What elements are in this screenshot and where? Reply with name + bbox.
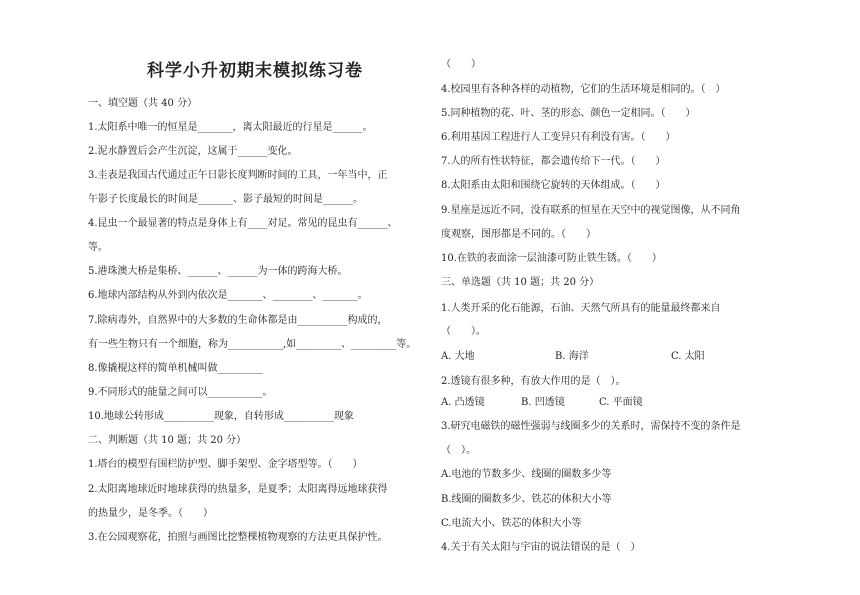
question-line: 5.同种植物的花、叶、茎的形态、颜色一定相同。（ ） (441, 108, 696, 119)
question-line: 3.在公园观察花，拍照与画图比挖整棵植物观察的方法更具保护性。 (88, 532, 388, 543)
question-line: 4.昆虫一个最显著的特点是身体上有____对足。常见的昆虫有______、 (88, 218, 398, 229)
question-line: 8.太阳系由太阳和围绕它旋转的天体组成。（ ） (441, 180, 666, 191)
question-line: 9.星座是远近不同，没有联系的恒星在天空中的视觉图像，从不同角 (441, 205, 741, 216)
question-line: 1.太阳系中唯一的恒星是_______，离太阳最近的行星是______。 (88, 122, 373, 133)
option-a: A. 凸透镜 (441, 397, 485, 408)
option-line: C.电流大小、铁芯的体积大小等 (441, 518, 582, 529)
question-line: 等。 (88, 242, 108, 253)
section-heading: 三、单选题（共 10 题；共 20 分） (441, 277, 600, 288)
section-heading: 二、判断题（共 10 题；共 20 分） (88, 435, 247, 446)
question-line: 4.校园里有各种各样的动植物，它们的生活环境是相同的。（ ） (441, 84, 726, 95)
question-line: 1.塔台的模型有围栏防护型、脚手架型、金字塔型等。（ ） (88, 459, 363, 470)
question-line: 9.不同形式的能量之间可以___________。 (88, 387, 273, 398)
option-c: C. 太阳 (671, 351, 705, 362)
question-line: 午影子长度最长的时间是_______、影子最短的时间是______。 (88, 194, 363, 205)
question-line: 5.港珠澳大桥是集桥、______、______为一体的跨海大桥。 (88, 266, 348, 277)
question-line: 3.圭表是我国古代通过正午日影长度判断时间的工具，一年当中，正 (88, 170, 388, 181)
question-line: （ ）。 (441, 445, 476, 456)
question-line: 4.关于有关太阳与宇宙的说法错误的是（ ） (441, 542, 641, 553)
question-line: 7.人的所有性状特征，都会遗传给下一代。（ ） (441, 156, 666, 167)
option-b: B. 凹透镜 (521, 397, 565, 408)
question-line: 有一些生物只有一个细胞，称为___________,如_________、_________等。 (88, 339, 417, 350)
question-line: 2.透镜有很多种，有放大作用的是（ ）。 (441, 376, 626, 387)
question-line: （ ）。 (441, 326, 486, 337)
question-line: 6.地球内部结构从外到内依次是_______、________、_______。 (88, 290, 368, 301)
question-line: 8.像撬棍这样的简单机械叫做_________ (88, 363, 263, 374)
question-line: 2.泥水静置后会产生沉淀，这属于______变化。 (88, 146, 298, 157)
question-line: 10.地球公转形成__________现象，自转形成__________现象 (88, 411, 354, 422)
question-line: 2.太阳离地球近时地球获得的热量多，是夏季；太阳离得远地球获得 (88, 484, 388, 495)
question-line: 的热量少，是冬季。（ ） (88, 508, 213, 519)
section-heading: 一、填空题（共 40 分） (88, 98, 198, 109)
option-line: A.电池的节数多少、线圈的圈数多少等 (441, 469, 612, 480)
answer-paren: （ ） (441, 59, 481, 70)
question-line: 度观察，图形都是不同的。（ ） (441, 229, 596, 240)
option-c: C. 平面镜 (599, 397, 643, 408)
page-title: 科学小升初期末模拟练习卷 (147, 61, 363, 81)
option-line: B.线圈的圈数多少、铁芯的体积大小等 (441, 494, 612, 505)
question-line: 10.在铁的表面涂一层油漆可防止铁生锈。（ ） (441, 253, 662, 264)
option-a: A. 大地 (441, 351, 475, 362)
question-line: 7.除病毒外，自然界中的大多数的生命体都是由__________构成的， (88, 315, 388, 326)
option-b: B. 海洋 (555, 351, 589, 362)
question-line: 3.研究电磁铁的磁性强弱与线圈多少的关系时，需保持不变的条件是 (441, 421, 741, 432)
question-line: 6.利用基因工程进行人工变异只有利没有害。（ ） (441, 132, 676, 143)
question-line: 1.人类开采的化石能源，石油、天然气所具有的能量最终都来自 (441, 303, 721, 314)
